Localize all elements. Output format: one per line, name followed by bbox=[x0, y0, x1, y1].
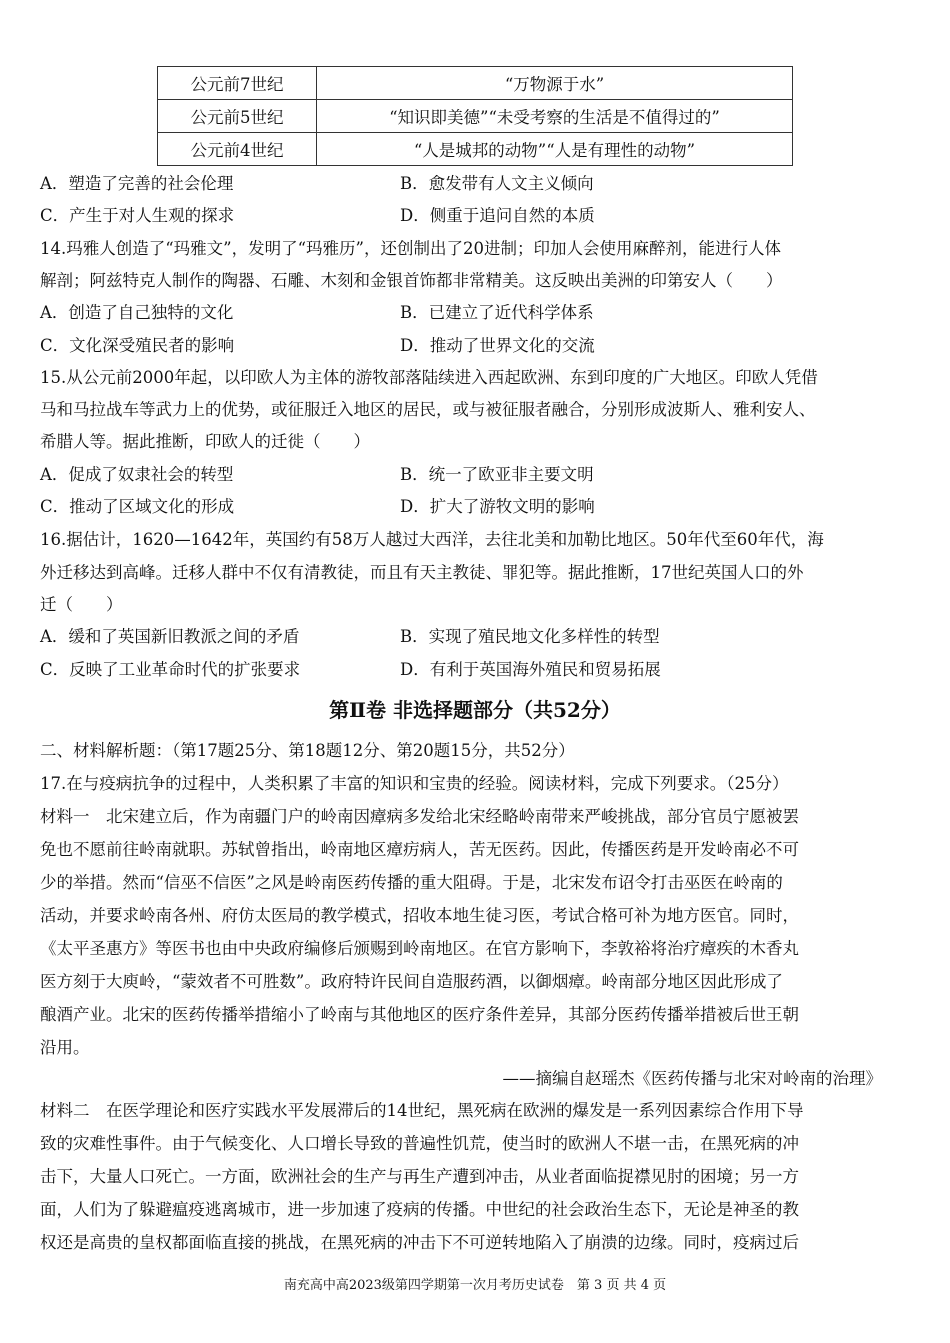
q14-stem-line: 14.玛雅人创造了“玛雅文”，发明了“玛雅历”，还创制出了20进制；印加人会使用麻醉剂，能进行人体 bbox=[40, 239, 781, 258]
q13-option-d: D．侧重于追问自然的本质 bbox=[400, 206, 595, 225]
q13-option-a: A．塑造了完善的社会伦理 bbox=[40, 174, 234, 193]
quote-cell: “人是城邦的动物”“人是有理性的动物” bbox=[317, 133, 793, 166]
material-line: 沿用。 bbox=[40, 1038, 90, 1057]
q16-stem-line: 外迁移达到高峰。迁移人群中不仅有清教徒，而且有天主教徒、罪犯等。据此推断，17世纪英国人口的外 bbox=[40, 563, 804, 582]
material-line: 活动，并要求岭南各州、府仿太医局的教学模式，招收本地生徒习医，考试合格可补为地方医官。同时， bbox=[40, 906, 799, 925]
material-line: 《太平圣惠方》等医书也由中央政府编修后颁赐到岭南地区。在官方影响下，李敦裕将治疗瘴疾的木香丸 bbox=[40, 939, 799, 958]
quote-cell: “知识即美德”“未受考察的生活是不值得过的” bbox=[317, 100, 793, 133]
material-line: 权还是高贵的皇权都面临直接的挑战，在黑死病的冲击下不可逆转地陷入了崩溃的边缘。同时，疫病过后 bbox=[40, 1233, 799, 1252]
q14-option-b: B．已建立了近代科学体系 bbox=[400, 303, 594, 322]
material-line: 击下，大量人口死亡。一方面，欧洲社会的生产与再生产遭到冲击，从业者面临捉襟见肘的困境；另一方 bbox=[40, 1167, 799, 1186]
material-line: 酿酒产业。北宋的医药传播举措缩小了岭南与其他地区的医疗条件差异，其部分医药传播举措被后世王朝 bbox=[40, 1005, 799, 1024]
section-heading: 第Ⅱ卷 非选择题部分（共52分） bbox=[329, 698, 621, 722]
q16-option-b: B．实现了殖民地文化多样性的转型 bbox=[400, 627, 660, 646]
q17-stem: 17.在与疫病抗争的过程中，人类积累了丰富的知识和宝贵的经验。阅读材料，完成下列要求。（25分） bbox=[40, 774, 789, 793]
material-line: 免也不愿前往岭南就职。苏轼曾指出，岭南地区瘴疠病人，苦无医药。因此，传播医药是开发岭南必不可 bbox=[40, 840, 799, 859]
material-line: 材料一 北宋建立后，作为南疆门户的岭南因瘴病多发给北宋经略岭南带来严峻挑战，部分官员宁愿被罢 bbox=[40, 807, 799, 826]
q14-option-a: A．创造了自己独特的文化 bbox=[40, 303, 234, 322]
q16-stem-line: 迁（ ） bbox=[40, 595, 123, 614]
q14-stem-line: 解剖；阿兹特克人制作的陶器、石雕、木刻和金银首饰都非常精美。这反映出美洲的印第安人（ ） bbox=[40, 271, 783, 290]
material-source: ——摘编自赵瑶杰《医药传播与北宋对岭南的治理》 bbox=[502, 1069, 882, 1088]
quote-cell: “万物源于水” bbox=[317, 67, 793, 100]
material-line: 面，人们为了躲避瘟疫逃离城市，进一步加速了疫病的传播。中世纪的社会政治生态下，无论是神圣的教 bbox=[40, 1200, 799, 1219]
q14-option-c: C．文化深受殖民者的影响 bbox=[40, 336, 235, 355]
q15-stem-line: 15.从公元前2000年起，以印欧人为主体的游牧部落陆续进入西起欧洲、东到印度的广大地区。印欧人凭借 bbox=[40, 368, 818, 387]
table-row bbox=[158, 133, 793, 166]
q15-option-b: B．统一了欧亚非主要文明 bbox=[400, 465, 594, 484]
table-row bbox=[158, 67, 793, 100]
table-row bbox=[158, 100, 793, 133]
material-line: 致的灾难性事件。由于气候变化、人口增长导致的普遍性饥荒，使当时的欧洲人不堪一击，在黑死病的冲 bbox=[40, 1134, 799, 1153]
q13-option-b: B．愈发带有人文主义倾向 bbox=[400, 174, 594, 193]
material-line: 医方刻于大庾岭，“蒙效者不可胜数”。政府特许民间自造服药酒，以御烟瘴。岭南部分地区因此形成了 bbox=[40, 972, 783, 991]
q13-option-c: C．产生于对人生观的探求 bbox=[40, 206, 235, 225]
q15-stem-line: 希腊人等。据此推断，印欧人的迁徙（ ） bbox=[40, 432, 370, 451]
q16-option-c: C．反映了工业革命时代的扩张要求 bbox=[40, 660, 301, 679]
q16-option-d: D．有利于英国海外殖民和贸易拓展 bbox=[400, 660, 661, 679]
q16-stem-line: 16.据估计，1620—1642年，英国约有58万人越过大西洋，去往北美和加勒比地区。50年代至60年代，海 bbox=[40, 530, 824, 549]
q15-stem-line: 马和马拉战车等武力上的优势，或征服迁入地区的居民，或与被征服者融合，分别形成波斯人、雅利安人、 bbox=[40, 400, 816, 419]
material-line: 材料二 在医学理论和医疗实践水平发展滞后的14世纪，黑死病在欧洲的爆发是一系列因素综合作用下导 bbox=[40, 1101, 804, 1120]
q15-option-a: A．促成了奴隶社会的转型 bbox=[40, 465, 234, 484]
q14-option-d: D．推动了世界文化的交流 bbox=[400, 336, 595, 355]
section-intro: 二、材料解析题：（第17题25分、第18题12分、第20题15分，共52分） bbox=[40, 741, 575, 760]
era-cell: 公元前7世纪 bbox=[158, 67, 317, 100]
q16-option-a: A．缓和了英国新旧教派之间的矛盾 bbox=[40, 627, 300, 646]
philosophy-table bbox=[157, 66, 793, 166]
q15-option-c: C．推动了区域文化的形成 bbox=[40, 497, 235, 516]
era-cell: 公元前4世纪 bbox=[158, 133, 317, 166]
q15-option-d: D．扩大了游牧文明的影响 bbox=[400, 497, 595, 516]
material-line: 少的举措。然而“信巫不信医”之风是岭南医药传播的重大阻碍。于是，北宋发布诏令打击巫医在岭南的 bbox=[40, 873, 783, 892]
page-footer: 南充高中高2023级第四学期第一次月考历史试卷 第 3 页 共 4 页 bbox=[283, 1278, 667, 1293]
era-cell: 公元前5世纪 bbox=[158, 100, 317, 133]
